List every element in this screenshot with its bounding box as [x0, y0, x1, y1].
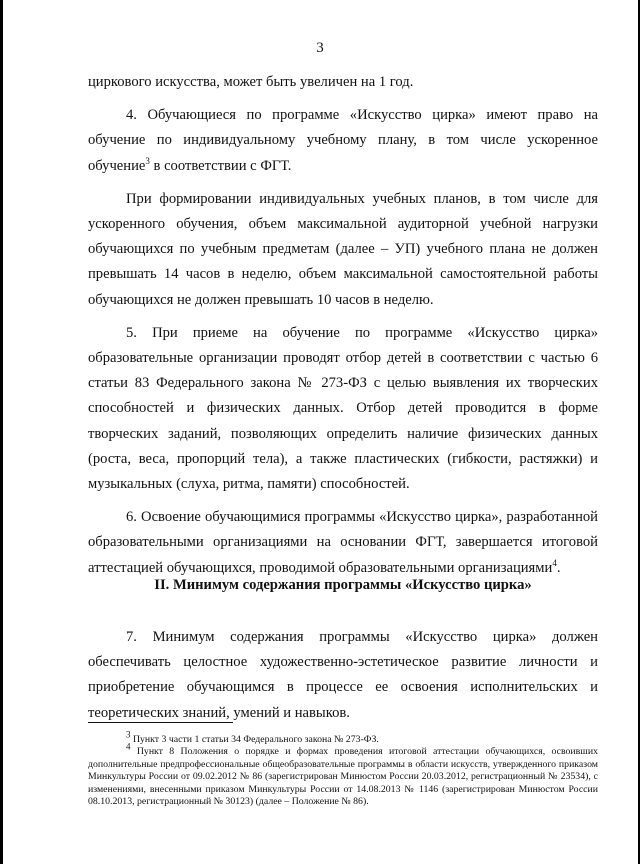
footnote-4-mark: 4	[126, 742, 131, 753]
paragraph-4-text: 4. Обучающиеся по программе «Искусство цирка» имеют право на обучение по индивидуальному учебному плану, в том числе ускоренное обучение	[88, 107, 598, 174]
paragraph-4	[88, 103, 598, 179]
paragraph-6-text: 6. Освоение обучающимися программы «Искусство цирка», разработанной образовательными организациями на основании ФГТ, завершается итоговой аттестацией обучающихся, проводимой образовательными организациями	[88, 509, 598, 576]
paragraph-4-tail: в соответствии с ФГТ.	[149, 157, 292, 174]
paragraph-6-tail: .	[556, 559, 561, 576]
footnote-4-text: Пункт 8 Положения о порядке и формах проведения итоговой аттестации обучающихся, освоивших дополнительные предпрофессиональные общеобразовательные программы в области искусств, утвержденного приказом Минкультуры России от 09.02.2012 № 86 (зарегистрирован Минюстом России 20.03.2012, регистрационный № 23534), с изменениями, внесенными приказом Минкультуры России от 14.08.2013 № 1146 (зарегистрирован Минюстом России 08.10.2013, регистрационный № 30123) (далее – Положение № 86).	[88, 746, 598, 808]
body-text	[88, 70, 598, 581]
paragraph-7: 7. Минимум содержания программы «Искусство цирка» должен обеспечивать целостное художественно-эстетическое развитие личности и приобретение обучающимся в процессе ее освоения исполнительских и теоретических знаний, умений и навыков.	[88, 629, 598, 721]
footnote-3-mark: 3	[126, 729, 131, 740]
footnote-ref-3: 3	[145, 155, 150, 166]
page-number: 3	[316, 40, 324, 56]
footnote-ref-4: 4	[552, 557, 557, 568]
footnote-3	[88, 729, 598, 746]
body-text-section-2	[88, 625, 598, 726]
footnote-4	[88, 742, 598, 808]
footnote-3-text: Пункт 3 части 1 статьи 34 Федерального закона № 273-ФЗ.	[130, 734, 379, 745]
footnotes	[88, 729, 598, 808]
paragraph-6	[88, 505, 598, 581]
paragraph-continuation: циркового искусства, может быть увеличен на 1 год.	[88, 74, 414, 90]
footnote-separator	[88, 722, 233, 723]
paragraph-individual-plans: При формировании индивидуальных учебных планов, в том числе для ускоренного обучения, объем максимальной аудиторной учебной нагрузки обучающихся по учебным предметам (далее – УП) учебного плана не должен превышать 14 часов в неделю, объем максимальной самостоятельной работы обучающихся не должен превышать 10 часов в неделю.	[88, 190, 598, 308]
paragraph-5: 5. При приеме на обучение по программе «Искусство цирка» образовательные организации проводят отбор детей в соответствии с частью 6 статьи 83 Федерального закона № 273-ФЗ с целью выявления их творческих способностей и физических данных. Отбор детей проводится в форме творческих заданий, позволяющих определить наличие физических данных (роста, веса, пропорций тела), а также пластических (гибкости, растяжки) и музыкальных (слуха, ритма, памяти) способностей.	[88, 324, 598, 493]
scan-edge-left	[0, 0, 3, 864]
section-heading: II. Минимум содержания программы «Искусство цирка»	[154, 577, 532, 593]
